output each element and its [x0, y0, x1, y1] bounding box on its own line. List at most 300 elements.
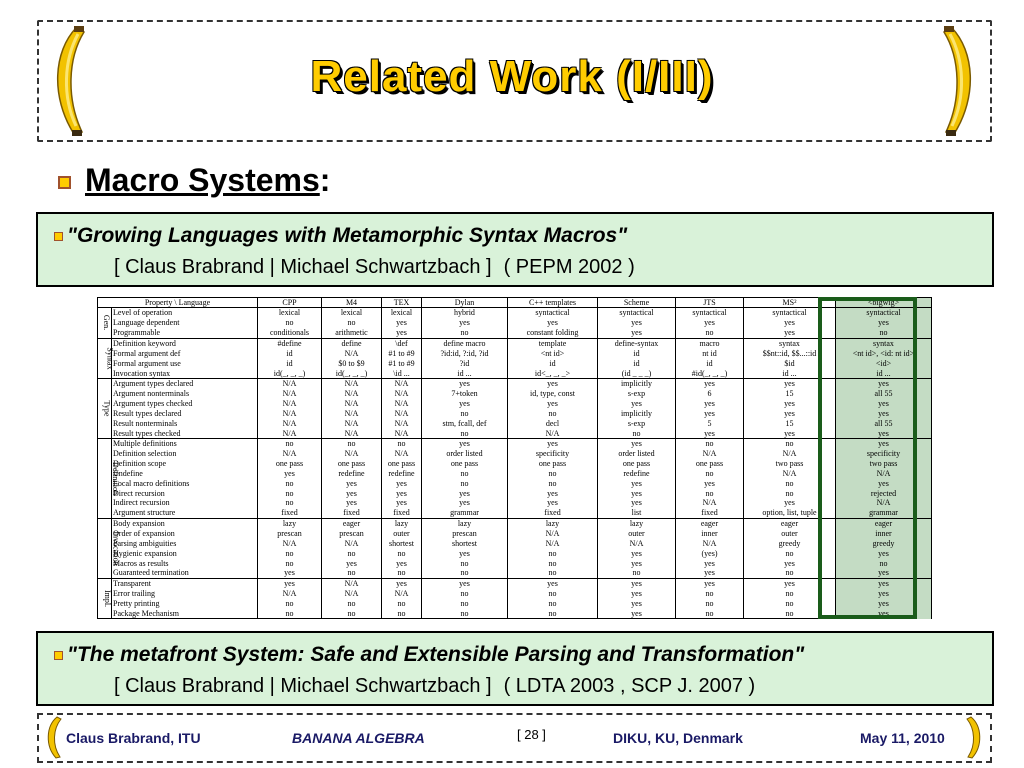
table-cell: no [258, 488, 322, 498]
table-cell: yes [382, 578, 422, 588]
table-cell: no [676, 439, 744, 449]
table-cell: id [676, 358, 744, 368]
table-cell: no [422, 558, 508, 568]
table-property-cell: Result types declared [112, 409, 258, 419]
heading-colon: : [319, 162, 331, 198]
table-cell: N/A [258, 418, 322, 428]
table-cell: define-syntax [598, 338, 676, 348]
table-property-cell: Guaranteed termination [112, 568, 258, 578]
table-cell: greedy [744, 538, 836, 548]
table-cell: no [258, 558, 322, 568]
table-cell: syntactical [744, 308, 836, 318]
table-cell: id ... [744, 368, 836, 378]
table-property-cell: Formal argument def [112, 348, 258, 358]
table-cell: yes [258, 469, 322, 479]
reference-title-text: "Growing Languages with Metamorphic Syntax Macros" [67, 224, 628, 247]
table-group-label [98, 378, 112, 438]
table-cell: no [744, 608, 836, 618]
table-row [98, 508, 932, 518]
table-property-cell: Argument types checked [112, 399, 258, 409]
table-cell: yes [598, 498, 676, 508]
table-cell: yes [382, 488, 422, 498]
table-cell: lexical [382, 308, 422, 318]
table-row [98, 378, 932, 388]
table-cell: id(_, _, _) [258, 368, 322, 378]
table-cell: $$nt::id, $$...::id [744, 348, 836, 358]
table-cell: redefine [382, 469, 422, 479]
table-header-cell: JTS [676, 298, 744, 308]
table-row [98, 368, 932, 378]
table-row [98, 418, 932, 428]
table-group-label-text: Syntax [105, 347, 115, 370]
table-cell: greedy [836, 538, 932, 548]
table-cell: yes [382, 478, 422, 488]
table-cell: yes [422, 378, 508, 388]
table-cell: no [422, 469, 508, 479]
table-cell: yes [676, 409, 744, 419]
table-cell: outer [598, 529, 676, 539]
table-cell: yes [744, 578, 836, 588]
table-property-cell: Result nonterminals [112, 418, 258, 428]
table-cell: N/A [322, 399, 382, 409]
table-cell: no [322, 568, 382, 578]
table-row [98, 488, 932, 498]
table-cell: no [322, 548, 382, 558]
table-cell: id(_, _, _) [322, 368, 382, 378]
table-cell: 15 [744, 389, 836, 399]
table-cell: N/A [382, 428, 422, 438]
table-cell: hybrid [422, 308, 508, 318]
table-cell: yes [836, 318, 932, 328]
table-cell: yes [676, 318, 744, 328]
table-row [98, 389, 932, 399]
table-property-cell: Pretty printing [112, 599, 258, 609]
table-cell: no [598, 568, 676, 578]
table-group-label-text: Gen. [102, 315, 112, 331]
table-cell: no [258, 608, 322, 618]
table-cell: yes [598, 578, 676, 588]
table-cell: no [258, 439, 322, 449]
table-cell: yes [508, 318, 598, 328]
table-cell: N/A [258, 399, 322, 409]
table-cell: yes [598, 399, 676, 409]
table-cell: no [508, 599, 598, 609]
table-cell: syntactical [598, 308, 676, 318]
table-cell: yes [508, 498, 598, 508]
table-cell: yes [676, 568, 744, 578]
section-heading [58, 162, 330, 199]
table-cell: yes [744, 498, 836, 508]
table-cell: implicitly [598, 409, 676, 419]
banana-icon [42, 716, 64, 760]
table-cell: no [744, 488, 836, 498]
table-cell: fixed [322, 508, 382, 518]
table-cell: yes [836, 439, 932, 449]
bullet-square-icon [58, 176, 71, 189]
table-header-cell: MS² [744, 298, 836, 308]
table-cell: no [676, 599, 744, 609]
table-cell: N/A [676, 498, 744, 508]
table-cell: order listed [422, 449, 508, 459]
table-cell: <nt id>, <id: nt id> [836, 348, 932, 358]
table-cell: yes [836, 589, 932, 599]
table-property-cell: Argument structure [112, 508, 258, 518]
table-cell: yes [676, 558, 744, 568]
reference-box-2 [36, 631, 994, 706]
table-property-cell: Undefine [112, 469, 258, 479]
reference-venue: ( LDTA 2003 , SCP J. 2007 ) [503, 675, 756, 697]
table-cell: yes [676, 399, 744, 409]
table-cell: yes [422, 578, 508, 588]
table-cell: yes [836, 409, 932, 419]
comparison-table-grid [97, 297, 932, 619]
table-row [98, 459, 932, 469]
table-cell: (yes) [676, 548, 744, 558]
table-cell: no [422, 568, 508, 578]
table-cell: yes [598, 439, 676, 449]
table-group-label-text: Definition [110, 461, 120, 495]
table-cell: no [258, 498, 322, 508]
table-cell: lazy [598, 518, 676, 528]
table-row [98, 348, 932, 358]
table-cell: no [508, 568, 598, 578]
table-property-cell: Indirect recursion [112, 498, 258, 508]
table-row [98, 578, 932, 588]
table-header-cell: Dylan [422, 298, 508, 308]
table-cell: no [322, 608, 382, 618]
table-cell: N/A [322, 378, 382, 388]
table-cell: no [422, 409, 508, 419]
table-cell: no [744, 599, 836, 609]
table-cell: id<_, _, _> [508, 368, 598, 378]
table-header-cell: CPP [258, 298, 322, 308]
table-row [98, 538, 932, 548]
table-cell: $0 to $9 [322, 358, 382, 368]
table-cell: constant folding [508, 328, 598, 338]
table-cell: yes [508, 488, 598, 498]
table-row [98, 308, 932, 318]
table-group-label [98, 308, 112, 339]
table-cell: yes [508, 578, 598, 588]
table-cell: no [322, 439, 382, 449]
table-cell: rejected [836, 488, 932, 498]
table-cell: no [422, 589, 508, 599]
table-cell: prescan [258, 529, 322, 539]
table-cell: N/A [382, 389, 422, 399]
table-row [98, 449, 932, 459]
table-cell: yes [676, 428, 744, 438]
table-cell: lazy [382, 518, 422, 528]
table-cell: syntax [836, 338, 932, 348]
table-cell: syntax [744, 338, 836, 348]
reference-authors: [ Claus Brabrand | Michael Schwartzbach ] [114, 675, 492, 697]
table-cell: N/A [258, 538, 322, 548]
table-cell: N/A [382, 589, 422, 599]
table-cell: lexical [322, 308, 382, 318]
table-cell: no [744, 548, 836, 558]
table-cell: yes [836, 568, 932, 578]
table-cell: #id(_, _, _) [676, 368, 744, 378]
table-header-cell: C++ templates [508, 298, 598, 308]
table-cell: yes [382, 318, 422, 328]
table-cell: no [382, 599, 422, 609]
table-cell: yes [422, 318, 508, 328]
table-cell: yes [508, 378, 598, 388]
table-cell: yes [598, 558, 676, 568]
table-cell: yes [598, 608, 676, 618]
table-cell: N/A [676, 449, 744, 459]
table-cell: yes [744, 378, 836, 388]
table-property-cell: Error trailing [112, 589, 258, 599]
table-cell: yes [322, 488, 382, 498]
table-cell: lazy [258, 518, 322, 528]
footer-page-number: [ 28 ] [517, 727, 546, 742]
table-cell: grammar [422, 508, 508, 518]
table-row [98, 518, 932, 528]
table-property-cell: Multiple definitions [112, 439, 258, 449]
table-cell: no [382, 439, 422, 449]
table-cell: N/A [258, 409, 322, 419]
table-property-cell: Invocation syntax [112, 368, 258, 378]
table-cell: no [422, 599, 508, 609]
table-cell: yes [676, 578, 744, 588]
table-cell: N/A [322, 348, 382, 358]
comparison-table [97, 297, 917, 619]
table-cell: yes [744, 318, 836, 328]
table-group-label [98, 578, 112, 618]
table-cell: one pass [322, 459, 382, 469]
table-cell: prescan [422, 529, 508, 539]
table-property-cell: Hygienic expansion [112, 548, 258, 558]
table-cell: all 55 [836, 418, 932, 428]
table-cell: syntactical [676, 308, 744, 318]
table-property-cell: Parsing ambiguities [112, 538, 258, 548]
table-cell: yes [836, 548, 932, 558]
table-cell: decl [508, 418, 598, 428]
table-row [98, 338, 932, 348]
table-cell: no [676, 488, 744, 498]
table-cell: N/A [744, 449, 836, 459]
reference-title [54, 643, 804, 667]
table-cell: fixed [676, 508, 744, 518]
table-property-cell: Local macro definitions [112, 478, 258, 488]
table-cell: no [836, 558, 932, 568]
table-cell: eager [322, 518, 382, 528]
table-cell: 15 [744, 418, 836, 428]
table-cell: yes [836, 478, 932, 488]
footer-author: Claus Brabrand, ITU [66, 730, 201, 746]
table-cell: yes [598, 599, 676, 609]
reference-title [54, 224, 627, 248]
heading-text: Macro Systems [85, 162, 320, 198]
table-cell: syntactical [508, 308, 598, 318]
reference-box-1 [36, 212, 994, 287]
table-cell: yes [422, 439, 508, 449]
table-cell: no [382, 548, 422, 558]
footer-date: May 11, 2010 [860, 730, 945, 746]
table-cell: N/A [322, 589, 382, 599]
table-cell: two pass [836, 459, 932, 469]
table-cell: stm, fcall, def [422, 418, 508, 428]
table-group-label-text: Impl. [103, 589, 113, 607]
table-cell: yes [322, 478, 382, 488]
table-property-cell: Result types checked [112, 428, 258, 438]
table-cell: eager [836, 518, 932, 528]
table-property-cell: Macros as results [112, 558, 258, 568]
table-group-label [98, 338, 115, 378]
table-row [98, 318, 932, 328]
table-property-cell: Definition keyword [112, 338, 258, 348]
table-cell: N/A [258, 428, 322, 438]
table-cell: ?id:id, ?:id, ?id [422, 348, 508, 358]
table-property-cell: Direct recursion [112, 488, 258, 498]
table-cell: conditionals [258, 328, 322, 338]
table-cell: yes [598, 478, 676, 488]
table-cell: yes [676, 378, 744, 388]
table-cell: redefine [598, 469, 676, 479]
table-cell: yes [676, 478, 744, 488]
table-cell: shortest [422, 538, 508, 548]
table-row [98, 529, 932, 539]
table-cell: no [258, 599, 322, 609]
table-cell: eager [676, 518, 744, 528]
table-cell: no [508, 548, 598, 558]
table-property-cell: Argument nonterminals [112, 389, 258, 399]
table-property-cell: Argument types declared [112, 378, 258, 388]
table-cell: 7+token [422, 389, 508, 399]
table-cell: macro [676, 338, 744, 348]
table-cell: yes [422, 399, 508, 409]
table-cell: 6 [676, 389, 744, 399]
table-cell: no [744, 439, 836, 449]
table-cell: \id ... [382, 368, 422, 378]
table-row [98, 478, 932, 488]
table-property-cell: Transparent [112, 578, 258, 588]
table-cell: $id [744, 358, 836, 368]
table-group-label-text: Invocation [111, 531, 121, 566]
table-cell: id ... [422, 368, 508, 378]
bullet-square-icon [54, 232, 63, 241]
table-property-cell: Order of expansion [112, 529, 258, 539]
table-cell: N/A [382, 399, 422, 409]
table-cell: yes [598, 488, 676, 498]
bullet-square-icon [54, 651, 63, 660]
reference-citation [114, 675, 755, 698]
table-cell: N/A [322, 428, 382, 438]
table-cell: no [676, 328, 744, 338]
table-cell: N/A [836, 498, 932, 508]
table-cell: N/A [382, 449, 422, 459]
table-cell: \def [382, 338, 422, 348]
table-cell: N/A [258, 378, 322, 388]
table-cell: yes [836, 578, 932, 588]
table-cell: no [258, 548, 322, 558]
table-cell: yes [836, 599, 932, 609]
table-cell: yes [598, 589, 676, 599]
table-cell: yes [322, 558, 382, 568]
table-cell: no [598, 428, 676, 438]
table-property-cell: Definition selection [112, 449, 258, 459]
table-cell: id [508, 358, 598, 368]
table-property-cell: Programmable [112, 328, 258, 338]
table-cell: yes [258, 578, 322, 588]
table-cell: no [508, 608, 598, 618]
table-cell: one pass [258, 459, 322, 469]
table-cell: yes [382, 558, 422, 568]
table-cell: yes [508, 399, 598, 409]
table-row [98, 439, 932, 449]
table-cell: no [422, 428, 508, 438]
table-header-cell: Scheme [598, 298, 676, 308]
table-cell: yes [744, 558, 836, 568]
table-cell: N/A [382, 378, 422, 388]
table-cell: inner [836, 529, 932, 539]
table-cell: no [676, 589, 744, 599]
table-cell: yes [598, 318, 676, 328]
table-property-cell: Formal argument use [112, 358, 258, 368]
table-cell: yes [422, 498, 508, 508]
table-cell: N/A [322, 409, 382, 419]
table-cell: N/A [322, 389, 382, 399]
table-property-cell: Body expansion [112, 518, 258, 528]
table-cell: one pass [382, 459, 422, 469]
table-header-cell: TEX [382, 298, 422, 308]
table-cell: ?id [422, 358, 508, 368]
table-cell: order listed [598, 449, 676, 459]
table-cell: <nt id> [508, 348, 598, 358]
table-cell: no [508, 558, 598, 568]
table-cell: grammar [836, 508, 932, 518]
table-cell: eager [744, 518, 836, 528]
table-cell: no [258, 478, 322, 488]
table-cell: N/A [382, 409, 422, 419]
table-cell: specificity [508, 449, 598, 459]
table-cell: (id _ _ _) [598, 368, 676, 378]
table-cell: lazy [422, 518, 508, 528]
table-cell: no [382, 608, 422, 618]
table-cell: no [676, 469, 744, 479]
banana-icon [964, 716, 986, 760]
table-row [98, 409, 932, 419]
table-cell: id [598, 358, 676, 368]
table-cell: yes [422, 488, 508, 498]
table-row [98, 469, 932, 479]
table-row [98, 589, 932, 599]
table-cell: yes [744, 399, 836, 409]
table-cell: yes [836, 378, 932, 388]
footer-org: DIKU, KU, Denmark [613, 730, 743, 746]
table-cell: #1 to #9 [382, 348, 422, 358]
table-property-cell: Language dependent [112, 318, 258, 328]
table-cell: yes [322, 498, 382, 508]
table-cell: #1 to #9 [382, 358, 422, 368]
table-cell: id [598, 348, 676, 358]
reference-authors: [ Claus Brabrand | Michael Schwartzbach ] [114, 256, 492, 278]
table-cell: N/A [322, 418, 382, 428]
table-cell: no [382, 568, 422, 578]
table-cell: no [676, 608, 744, 618]
slide-title: Related Work (I/III) [310, 52, 714, 101]
table-cell: N/A [382, 418, 422, 428]
table-row [98, 599, 932, 609]
table-cell: no [508, 589, 598, 599]
table-cell: no [836, 328, 932, 338]
table-cell: 5 [676, 418, 744, 428]
table-cell: no [508, 409, 598, 419]
table-cell: yes [598, 328, 676, 338]
table-cell: two pass [744, 459, 836, 469]
table-cell: arithmetic [322, 328, 382, 338]
